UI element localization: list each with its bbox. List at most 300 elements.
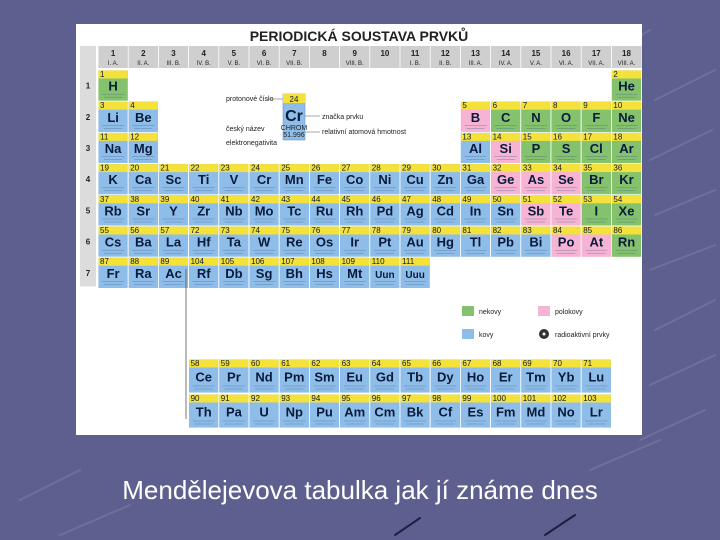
element-symbol: C xyxy=(501,109,511,125)
group-label: I. A. xyxy=(107,61,119,67)
atomic-number: 34 xyxy=(553,163,562,173)
atomic-number: 4 xyxy=(130,101,135,111)
atomic-number: 33 xyxy=(522,163,532,173)
element-cell-Ni xyxy=(370,164,400,195)
element-symbol: Np xyxy=(285,404,303,420)
atomic-number: 7 xyxy=(522,101,528,111)
element-symbol: As xyxy=(527,172,545,188)
atomic-number: 26 xyxy=(311,163,321,173)
period-number-column xyxy=(80,46,96,286)
element-symbol: Cf xyxy=(438,404,453,420)
element-symbol: No xyxy=(557,404,575,420)
element-cell-Be xyxy=(128,101,158,132)
element-cell-Cd xyxy=(430,195,460,226)
key-name: CHROM xyxy=(280,125,308,132)
atomic-number: 107 xyxy=(281,257,295,267)
group-label: V. B. xyxy=(227,61,241,67)
atomic-number: 90 xyxy=(190,394,200,403)
group-number: 12 xyxy=(440,49,450,58)
element-symbol: U xyxy=(259,404,269,420)
atomic-number: 23 xyxy=(220,163,230,173)
element-cell-Ho xyxy=(460,359,490,393)
element-symbol: Cr xyxy=(256,172,272,188)
atomic-number: 5 xyxy=(462,101,467,111)
atomic-number: 10 xyxy=(613,101,623,111)
period-number: 3 xyxy=(85,144,91,153)
atomic-number: 77 xyxy=(341,226,351,235)
atomic-number: 12 xyxy=(130,132,140,142)
atomic-number: 45 xyxy=(341,194,351,204)
atomic-number: 16 xyxy=(553,132,562,142)
legend xyxy=(462,306,610,339)
atomic-number: 37 xyxy=(100,194,109,204)
legend-metal-label: kovy xyxy=(479,332,494,339)
element-cell-Li xyxy=(98,101,128,132)
element-symbol: Sr xyxy=(136,203,151,219)
atomic-number: 87 xyxy=(100,257,109,267)
element-cell-F xyxy=(581,101,611,132)
atomic-number: 71 xyxy=(583,359,593,368)
element-symbol: Cl xyxy=(589,140,603,156)
element-cell-As xyxy=(521,164,551,195)
element-symbol: Sn xyxy=(497,203,515,219)
atomic-number: 42 xyxy=(251,194,260,204)
element-symbol: Au xyxy=(406,234,424,250)
element-cell-Mg xyxy=(128,132,158,163)
element-cell-Re xyxy=(279,226,309,257)
element-symbol: Tl xyxy=(469,234,482,250)
element-symbol: F xyxy=(592,109,601,125)
element-symbol: Te xyxy=(558,203,574,219)
element-symbol: Hs xyxy=(316,265,333,281)
element-symbol: Pm xyxy=(284,369,305,385)
element-symbol: Gd xyxy=(375,369,394,385)
atomic-number: 70 xyxy=(553,359,562,368)
legend-nonmetal-swatch xyxy=(462,306,474,316)
atomic-number: 73 xyxy=(220,226,230,235)
element-cell-Ge xyxy=(491,164,521,195)
element-symbol: Co xyxy=(346,172,364,188)
group-number: 13 xyxy=(471,49,480,58)
element-cell-U xyxy=(249,394,279,428)
element-symbol: V xyxy=(229,172,239,188)
atomic-number: 53 xyxy=(583,194,593,204)
group-number: 17 xyxy=(591,49,601,58)
atomic-number: 69 xyxy=(522,359,532,368)
element-symbol: Xe xyxy=(618,203,635,219)
atomic-number: 38 xyxy=(130,194,140,204)
element-cell-Co xyxy=(340,164,370,195)
slide-caption: Mendělejevova tabulka jak jí známe dnes xyxy=(122,475,598,505)
atomic-number: 101 xyxy=(522,394,537,403)
element-symbol: Am xyxy=(344,404,366,420)
atomic-number: 76 xyxy=(311,226,321,235)
group-number: 9 xyxy=(352,49,357,58)
element-cell-C xyxy=(491,101,521,132)
element-symbol: Rf xyxy=(196,265,211,281)
atomic-number: 49 xyxy=(462,194,472,204)
element-cell-La xyxy=(158,226,188,257)
element-cell-Ba xyxy=(128,226,158,257)
atomic-number: 9 xyxy=(583,101,588,111)
period-number: 4 xyxy=(85,175,91,185)
legend-semimetal-label: polokovy xyxy=(555,309,583,316)
element-symbol: Lu xyxy=(588,369,605,385)
legend-radioactive-label: radioaktivní prvky xyxy=(555,332,610,339)
element-cell-Au xyxy=(400,226,430,257)
atomic-number: 78 xyxy=(371,226,381,235)
atomic-number: 62 xyxy=(311,359,321,368)
element-symbol: Rn xyxy=(617,234,636,250)
element-symbol: Fm xyxy=(495,404,516,420)
atomic-number: 13 xyxy=(462,132,472,142)
atomic-number: 46 xyxy=(371,194,381,204)
element-cell-Ce xyxy=(189,359,219,393)
element-cell-Es xyxy=(460,394,490,428)
element-cell-Sc xyxy=(158,164,188,195)
element-cell-Ra xyxy=(128,257,158,288)
group-label: II. B. xyxy=(439,61,452,67)
element-cell-Ta xyxy=(219,226,249,257)
atomic-number: 105 xyxy=(220,257,235,267)
f-block-rows xyxy=(189,359,612,428)
element-symbol: Sg xyxy=(255,265,273,281)
atomic-number: 11 xyxy=(100,132,109,142)
key-symbol: Cr xyxy=(285,108,303,125)
element-symbol: At xyxy=(589,234,604,250)
element-symbol: Ho xyxy=(466,369,485,385)
atomic-number: 18 xyxy=(613,132,623,142)
element-cell-Nb xyxy=(219,195,249,226)
atomic-number: 98 xyxy=(432,394,442,403)
element-cell-Ag xyxy=(400,195,430,226)
element-cell-Mo xyxy=(249,195,279,226)
element-cell-Sg xyxy=(249,257,279,288)
element-cell-Cm xyxy=(370,394,400,428)
element-symbol: Es xyxy=(467,404,484,420)
element-symbol: Cu xyxy=(406,172,424,188)
element-symbol: Zn xyxy=(437,172,454,188)
element-cell-Fm xyxy=(491,394,521,428)
element-symbol: Pb xyxy=(497,234,515,250)
atomic-number: 27 xyxy=(341,163,351,173)
element-cell-P xyxy=(521,132,551,163)
group-label: VII. A. xyxy=(588,61,605,67)
element-cell-At xyxy=(581,226,611,257)
element-cell-Te xyxy=(551,195,581,226)
element-cell-Rf xyxy=(189,257,219,288)
group-label: IV. B. xyxy=(196,61,211,67)
element-cell-Po xyxy=(551,226,581,257)
element-symbol: Si xyxy=(499,140,512,156)
atomic-number: 100 xyxy=(492,394,506,403)
element-cell-Th xyxy=(189,394,219,428)
element-symbol: Al xyxy=(469,140,482,156)
element-cell-Ga xyxy=(460,164,490,195)
element-symbol: Ne xyxy=(618,109,635,125)
atomic-number: 102 xyxy=(553,394,567,403)
element-symbol: Mt xyxy=(347,265,363,281)
legend-semimetal-swatch xyxy=(538,306,550,316)
element-symbol: Be xyxy=(134,109,152,125)
element-cell-Gd xyxy=(370,359,400,393)
key-mass-label: relativní atomová hmotnost xyxy=(322,129,407,136)
element-symbol: Mn xyxy=(284,172,304,188)
group-label: VI. B. xyxy=(256,61,272,67)
element-cell-N xyxy=(521,101,551,132)
group-label: VII. B. xyxy=(286,61,303,67)
element-symbol: Ba xyxy=(134,234,152,250)
atomic-number: 32 xyxy=(492,163,502,173)
element-cell-Rn xyxy=(611,226,641,257)
legend-nonmetal-label: nekovy xyxy=(479,309,502,316)
element-symbol: Kr xyxy=(619,172,634,188)
element-symbol: Db xyxy=(225,265,243,281)
element-cell-Tm xyxy=(521,359,551,393)
group-number: 7 xyxy=(292,49,297,58)
atomic-number: 47 xyxy=(402,194,411,204)
element-symbol: Pu xyxy=(316,404,333,420)
element-symbol: Lr xyxy=(589,404,603,420)
element-cell-Cr xyxy=(249,164,279,195)
group-label: III. B. xyxy=(166,61,181,67)
element-symbol: Dy xyxy=(436,369,454,385)
element-cell-Br xyxy=(581,164,611,195)
element-cell-Kr xyxy=(611,164,641,195)
element-symbol: Nb xyxy=(225,203,243,219)
element-symbol: Sc xyxy=(165,172,182,188)
element-cell-Ir xyxy=(340,226,370,257)
element-symbol: Sb xyxy=(527,203,545,219)
element-cell-K xyxy=(98,164,128,195)
atomic-number: 6 xyxy=(492,101,498,111)
atomic-number: 91 xyxy=(220,394,230,403)
element-symbol: Yb xyxy=(557,369,575,385)
element-symbol: Mg xyxy=(133,140,153,156)
element-symbol: Nd xyxy=(255,369,273,385)
atomic-number: 74 xyxy=(251,226,260,235)
element-cell-Hs xyxy=(309,257,339,288)
atomic-number: 41 xyxy=(220,194,230,204)
element-cell-Zn xyxy=(430,164,460,195)
element-symbol: N xyxy=(531,109,541,125)
element-cell-Sr xyxy=(128,195,158,226)
element-cell-I xyxy=(581,195,611,226)
group-number: 5 xyxy=(231,49,237,58)
element-cell-Ar xyxy=(611,132,641,163)
element-symbol: Ag xyxy=(406,203,424,219)
element-symbol: B xyxy=(470,109,481,125)
atomic-number: 48 xyxy=(432,194,442,204)
group-label: II. A. xyxy=(137,61,150,67)
element-symbol: S xyxy=(561,140,571,156)
element-symbol: Os xyxy=(315,234,334,250)
element-cell-Rh xyxy=(340,195,370,226)
element-cell-Xe xyxy=(611,195,641,226)
element-symbol: P xyxy=(531,140,541,156)
atomic-number: 24 xyxy=(251,163,260,173)
element-cell-Y xyxy=(158,195,188,226)
element-cell-B xyxy=(460,101,490,132)
element-symbol: H xyxy=(108,78,118,94)
table-title: PERIODICKÁ SOUSTAVA PRVKŮ xyxy=(249,28,469,44)
element-symbol: Bi xyxy=(529,234,543,250)
atomic-number: 20 xyxy=(130,163,140,173)
atomic-number: 81 xyxy=(462,226,472,235)
element-symbol: O xyxy=(561,109,572,125)
group-label: VI. A. xyxy=(558,61,574,67)
element-cell-Hf xyxy=(189,226,219,257)
atomic-number: 56 xyxy=(130,226,140,235)
element-cell-Db xyxy=(219,257,249,288)
element-cell-Mt xyxy=(340,257,370,288)
element-symbol: Ga xyxy=(466,172,485,188)
atomic-number: 68 xyxy=(492,359,502,368)
element-symbol: Se xyxy=(558,172,575,188)
group-number: 6 xyxy=(261,49,267,58)
element-cell-Tl xyxy=(460,226,490,257)
atomic-number: 75 xyxy=(281,226,291,235)
element-symbol: Ge xyxy=(497,172,515,188)
element-cell-Fr xyxy=(98,257,128,288)
element-symbol: Cm xyxy=(374,404,396,420)
atomic-number: 17 xyxy=(583,132,593,142)
element-cell-Lr xyxy=(581,394,611,428)
atomic-number: 67 xyxy=(462,359,472,368)
atomic-number: 79 xyxy=(402,226,411,235)
group-number: 8 xyxy=(322,49,327,58)
atomic-number: 111 xyxy=(402,257,415,267)
key-line4-label: elektronegativita xyxy=(226,140,277,147)
atomic-number: 2 xyxy=(613,70,618,79)
atomic-number: 64 xyxy=(371,359,381,368)
element-cell-Cf xyxy=(430,394,460,428)
element-cell-H xyxy=(98,70,128,101)
element-key xyxy=(226,94,406,147)
period-number: 1 xyxy=(85,81,91,91)
atomic-number: 15 xyxy=(522,132,532,142)
group-header-row xyxy=(98,46,642,68)
element-symbol: Ni xyxy=(378,172,392,188)
element-symbol: Ac xyxy=(165,265,182,281)
element-cell-Fe xyxy=(309,164,339,195)
element-symbol: Ru xyxy=(315,203,334,219)
atomic-number: 28 xyxy=(371,163,381,173)
element-cell-Ne xyxy=(611,101,641,132)
atomic-number: 57 xyxy=(160,226,170,235)
atomic-number: 58 xyxy=(190,359,200,368)
atomic-number: 36 xyxy=(613,163,623,173)
periodic-table-image xyxy=(76,24,642,435)
element-symbol: Ta xyxy=(226,234,242,250)
element-cell-Pr xyxy=(219,359,249,393)
element-cell-Am xyxy=(340,394,370,428)
atomic-number: 43 xyxy=(281,194,291,204)
period-number: 5 xyxy=(85,206,91,216)
element-symbol: Li xyxy=(107,109,119,125)
element-cell-Dy xyxy=(430,359,460,393)
element-cell-In xyxy=(460,195,490,226)
atomic-number: 40 xyxy=(190,194,200,204)
element-cell-Hg xyxy=(430,226,460,257)
element-cell-Ac xyxy=(158,257,188,288)
element-symbol: Y xyxy=(169,203,178,219)
element-cell-Pu xyxy=(309,394,339,428)
element-symbol: Tc xyxy=(287,203,302,219)
element-cell-Sn xyxy=(491,195,521,226)
element-symbol: Uuu xyxy=(405,269,425,281)
element-symbol: Zr xyxy=(197,203,211,219)
group-label: V. A. xyxy=(529,61,542,67)
element-cell-Uuu xyxy=(400,257,430,288)
periodic-table xyxy=(76,24,642,435)
atomic-number: 22 xyxy=(190,163,200,173)
period-number: 6 xyxy=(85,237,91,247)
element-cell-Pm xyxy=(279,359,309,393)
atomic-number: 104 xyxy=(190,257,204,267)
atomic-number: 85 xyxy=(583,226,593,235)
group-label: VIII. A. xyxy=(617,61,636,67)
atomic-number: 99 xyxy=(462,394,472,403)
atomic-number: 94 xyxy=(311,394,321,403)
atomic-number: 19 xyxy=(100,163,109,173)
atomic-number: 63 xyxy=(341,359,351,368)
atomic-number: 3 xyxy=(100,101,105,111)
element-cell-O xyxy=(551,101,581,132)
element-symbol: W xyxy=(257,234,271,250)
element-cell-Pb xyxy=(491,226,521,257)
atomic-number: 83 xyxy=(522,226,532,235)
element-cell-Na xyxy=(98,132,128,163)
element-symbol: K xyxy=(108,172,118,188)
atomic-number: 60 xyxy=(251,359,260,368)
atomic-number: 108 xyxy=(311,257,325,267)
element-cell-Al xyxy=(460,132,490,163)
element-symbol: Tb xyxy=(407,369,424,385)
element-cell-Bi xyxy=(521,226,551,257)
group-number: 18 xyxy=(622,49,631,58)
element-cell-Cs xyxy=(98,226,128,257)
element-symbol: Cs xyxy=(104,234,122,250)
atomic-number: 59 xyxy=(220,359,230,368)
element-cell-Pa xyxy=(219,394,249,428)
element-cell-Os xyxy=(309,226,339,257)
element-cell-Mn xyxy=(279,164,309,195)
element-cell-Bk xyxy=(400,394,430,428)
element-symbol: Fr xyxy=(106,265,120,281)
atomic-number: 25 xyxy=(281,163,291,173)
key-mass: 51.996 xyxy=(283,132,305,139)
group-label: I. B. xyxy=(409,61,421,67)
element-cell-Nd xyxy=(249,359,279,393)
element-cell-Yb xyxy=(551,359,581,393)
element-symbol: In xyxy=(469,203,482,219)
atomic-number: 96 xyxy=(371,394,381,403)
element-cell-Cl xyxy=(581,132,611,163)
atomic-number: 30 xyxy=(432,163,442,173)
element-symbol: Ar xyxy=(619,140,634,156)
atomic-number: 31 xyxy=(462,163,472,173)
element-cell-Pd xyxy=(370,195,400,226)
element-symbol: Re xyxy=(285,234,303,250)
atomic-number: 61 xyxy=(281,359,291,368)
element-symbol: Uun xyxy=(375,269,395,281)
element-cell-Sm xyxy=(309,359,339,393)
element-symbol: Ce xyxy=(195,369,213,385)
atomic-number: 55 xyxy=(100,226,109,235)
key-symbol-label: značka prvku xyxy=(322,114,364,121)
element-symbol: Er xyxy=(498,369,513,385)
